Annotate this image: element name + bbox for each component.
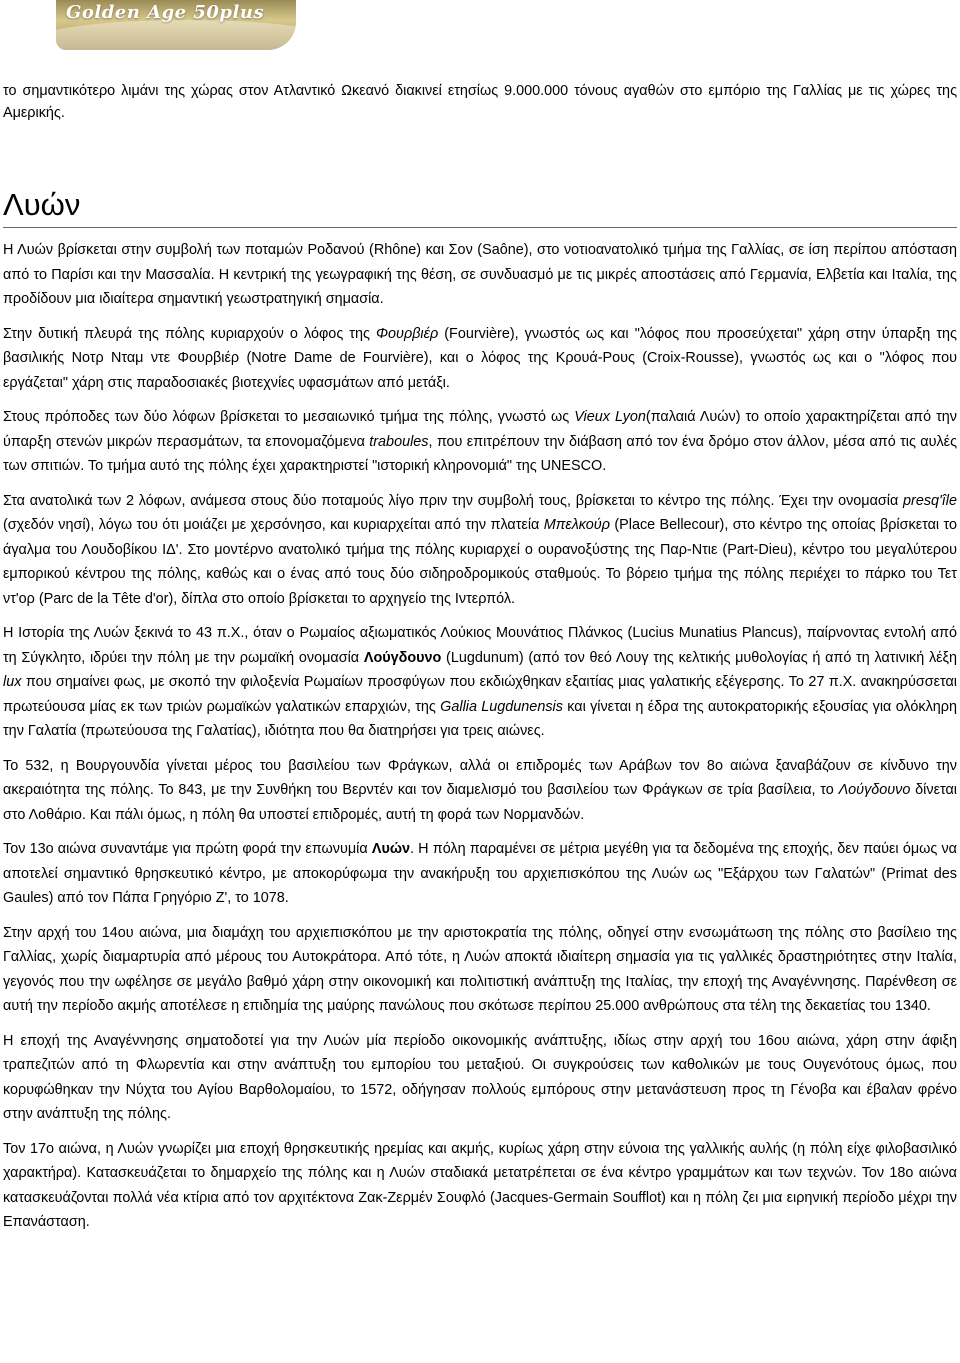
text-run: που σημαίνει φως, με σκοπό την φιλοξενία Ρωμαίων προσφύγων που εκδιώχθηκαν εξαιτίας μιας γαλατικής εξέγερσης. Το 27 π.Χ. ανακηρύσσεται πρωτεύουσα μίας εκ των τριών ρωμαϊκών γαλατικών επαρχιών, της: [3, 674, 957, 715]
text-run: δίνεται στο Λοθάριο. Και πάλι όμως, η πόλη θα υποστεί επιδρομές, αυτή τη φορά των Νορμανδών.: [3, 782, 957, 823]
body-paragraph: [3, 754, 957, 828]
text-run: Το 532, η Βουργουνδία γίνεται μέρος του βασιλείου των Φράγκων, αλλά οι επιδρομές των Αράβων τον 8ο αιώνα ξαναβάζουν σε κίνδυνο την ακεραιότητα της πόλης. Το 843, με την Συνθήκη του Βερντέν και τον διαμελισμό του βασιλείου των Φράγκων σε τρία βασίλεια, το: [3, 757, 957, 798]
body-paragraph: [3, 621, 957, 744]
body-paragraph: [3, 238, 957, 312]
text-run: , που επιτρέπουν την διάβαση από τον ένα δρόμο στον άλλον, μέσα από τις αυλές των σπιτιών. Το τμήμα αυτό της πόλης έχει χαρακτηριστεί "ιστορική κληρονομιά" της UNESCO.: [3, 433, 958, 474]
body-paragraph: [3, 1137, 957, 1235]
body-paragraph: [3, 405, 957, 479]
body-paragraph: [3, 489, 957, 612]
body-text: [3, 238, 957, 1245]
text-run: Στην δυτική πλευρά της πόλης κυριαρχούν ο λόφος της: [3, 325, 376, 342]
body-paragraph: [3, 921, 957, 1019]
text-run: Τον 17ο αιώνα, η Λυών γνωρίζει μια εποχή θρησκευτικής ηρεμίας και ακμής, κυρίως χάρη στην εύνοια της γαλλικής αυλής (η πόλη είχε φιλοβασιλικό χαρακτήρα). Κατασκευάζεται το δημαρχείο της πόλης και η Λυών σταδιακά μετατρέπεται σε ένα κέντρο γραμμάτων και των τεχνών. Τον 18ο αιώνα κατασκευάζονται πολλά νέα κτίρια από τον αρχιτέκτονα Ζακ-Ζερμέν Σουφλό (Jacques-Germain Soufflot) και η πόλη ζει μια ειρηνική περίοδο μέχρι την Επανάσταση.: [3, 1140, 957, 1230]
bold-run: Λούγδουνο: [363, 649, 442, 666]
body-paragraph: [3, 1029, 957, 1127]
text-run: (Place Bellecour), στο κέντρο της οποίας βρίσκεται το άγαλμα του Λουδοβίκου ΙΔ'. Στο μοντέρνο ανατολικό τμήμα της πόλης κυριαρχεί ο ουρανοξύστης της Παρ-Ντιε (Part-Dieu), κέντρο του μεγαλύτερου εμπορικού κέντρου της πόλης, καθώς και ο ένας από τους δύο σιδηροδρομικούς σταθμούς. Το βόρειο τμήμα της πόλης περιέχει το πάρκο του Τετ ντ'ορ (Parc de la Tête d'or), δίπλα στο οποίο βρίσκεται το αρχηγείο της Ιντερπόλ.: [3, 517, 957, 607]
text-run: (σχεδόν νησί), λόγω του ότι μοιάζει με χερσόνησο, και κυριαρχείται από την πλατεία: [3, 517, 544, 533]
text-run: (Lugdunum) (από τον θεό Λουγ της κελτικής μυθολογίας ή από τη λατινική λέξη: [441, 649, 958, 666]
intro-paragraph: το σημαντικότερο λιμάνι της χώρας στον Ατλαντικό Ωκεανό διακινεί ετησίως 9.000.000 τόνους αγαθών στο εμπόριο της Γαλλίας με τις χώρες της Αμερικής.: [3, 83, 957, 121]
italic-run: Φουρβιέρ: [376, 325, 439, 342]
body-paragraph: [3, 837, 957, 911]
text-run: (Fourvière), γνωστός ως και "λόφος που προσεύχεται" χάρη στην ύπαρξη της βασιλικής Νοτρ Νταμ ντε Φουρβιέρ (Notre Dame de Fourvière), και ο λόφος της Κρουά-Ρους (Croix-Rousse), γνωστός ως και ο "λόφος που εργάζεται" χάρη στις παραδοσιακές βιοτεχνίες υφασμάτων από μετάξι.: [3, 325, 957, 391]
section-heading: Λυών: [3, 185, 957, 228]
body-paragraph: [3, 322, 957, 396]
text-run: Τον 13ο αιώνα συναντάμε για πρώτη φορά την επωνυμία: [3, 841, 372, 857]
italic-run: Λούγδουνο: [838, 782, 911, 798]
bold-run: Λυών: [371, 841, 410, 857]
italic-run: traboules: [369, 433, 429, 450]
text-run: Στα ανατολικά των 2 λόφων, ανάμεσα στους δύο ποταμούς λίγο πριν την συμβολή τους, βρίσκεται το κέντρο της πόλης. Έχει την ονομασία: [3, 492, 904, 509]
logo-text: Golden Age 50plus: [66, 2, 265, 23]
golden-age-logo: [56, 0, 296, 50]
text-run: και γίνεται η έδρα της αυτοκρατορικής εξουσίας για ολόκληρη την Γαλατία (πρωτεύουσα της Γαλατίας), ιδιότητα που θα διατηρήσει για τρεις αιώνες.: [3, 698, 957, 739]
text-run: Στην αρχή του 14ου αιώνα, μια διαμάχη του αρχιεπισκόπου με την αριστοκρατία της πόλης, οδηγεί στην ενσωμάτωση της πόλης στο βασίλειο της Γαλλίας, χωρίς διαμαρτυρία από μέρους του Αυτοκράτορα. Από τότε, η Λυών αποκτά ιδιαίτερη σημασία για τις γαλλικές δραστηριότητες στην Ιταλία, γεγονός που την ωφέλησε σε μεγάλο βαθμό χάρη στην οικονομική και πολιτιστική ανάπτυξη της Ιταλίας, την εποχή της Αναγέννησης. Παρένθεση σε αυτή την περίοδο ακμής αποτέλεσε η επιδημία της μαύρης πανώλους που σκότωσε περίπου 25.000 ανθρώπους στα τέλη της δεκαετίας του 1340.: [3, 924, 957, 1014]
text-run: (παλαιά Λυών) το οποίο χαρακτηρίζεται από την ύπαρξη στενών μικρών περασμάτων, τα επονομαζόμενα: [3, 409, 958, 450]
text-run: Η Λυών βρίσκεται στην συμβολή των ποταμών Ροδανού (Rhône) και Σον (Saône), στο νοτιοανατολικό τμήμα της Γαλλίας, σε ίση περίπου απόσταση από το Παρίσι και την Μασσαλία. Η κεντρική της γεωγραφική της θέση, σε συνδυασμό με τις μικρές αποστάσεις από Γερμανία, Ελβετία και Ιταλία, της προδίδουν μια ιδιαίτερα σημαντική γεωστρατηγική σημασία.: [3, 242, 957, 307]
italic-run: presq'île: [903, 492, 957, 509]
italic-run: Gallia Lugdunensis: [440, 698, 563, 715]
text-run: . Η πόλη παραμένει σε μέτρια μεγέθη για τα δεδομένα της εποχής, δεν παύει όμως να αποτελεί σημαντικό θρησκευτικό κέντρο, με αποκορύφωμα την ανακήρυξη του αρχιεπισκόπου της Λυών ως "Εξάρχου των Γαλατών" (Primat des Gaules) από τον Πάπα Γρηγόριο Ζ', το 1078.: [3, 841, 957, 906]
text-run: Η Ιστορία της Λυών ξεκινά το 43 π.Χ., όταν ο Ρωμαίος αξιωματικός Λούκιος Μουνάτιος Πλάνκος (Lucius Munatius Plancus), παίρνοντας εντολή από τη Σύγκλητο, ιδρύει την πόλη με την ρωμαϊκή ονομασία: [3, 625, 957, 666]
italic-run: lux: [3, 674, 22, 690]
text-run: Στους πρόποδες των δύο λόφων βρίσκεται το μεσαιωνικό τμήμα της πόλης, γνωστό ως: [3, 409, 575, 425]
text-run: Η εποχή της Αναγέννησης σηματοδοτεί για την Λυών μία περίοδο οικονομικής ανάπτυξης, ιδίως στην αρχή του 16ου αιώνα, χάρη στην άφιξη τραπεζιτών από τη Φλωρεντία και στην ανάπτυξη του εμπορίου του μεταξιού. Οι συγκρούσεις των καθολικών με τους Ουγενότους όμως, που κορυφώθηκαν την Νύχτα του Αγίου Βαρθολομαίου, το 1572, οδήγησαν πολλούς εμπόρους στην μετανάστευση προς τη Γένοβα και έβαλαν φρένο στην ανάπτυξη της πόλης.: [3, 1032, 957, 1122]
italic-run: Vieux Lyon: [574, 409, 646, 425]
italic-run: Μπελκούρ: [543, 517, 610, 533]
